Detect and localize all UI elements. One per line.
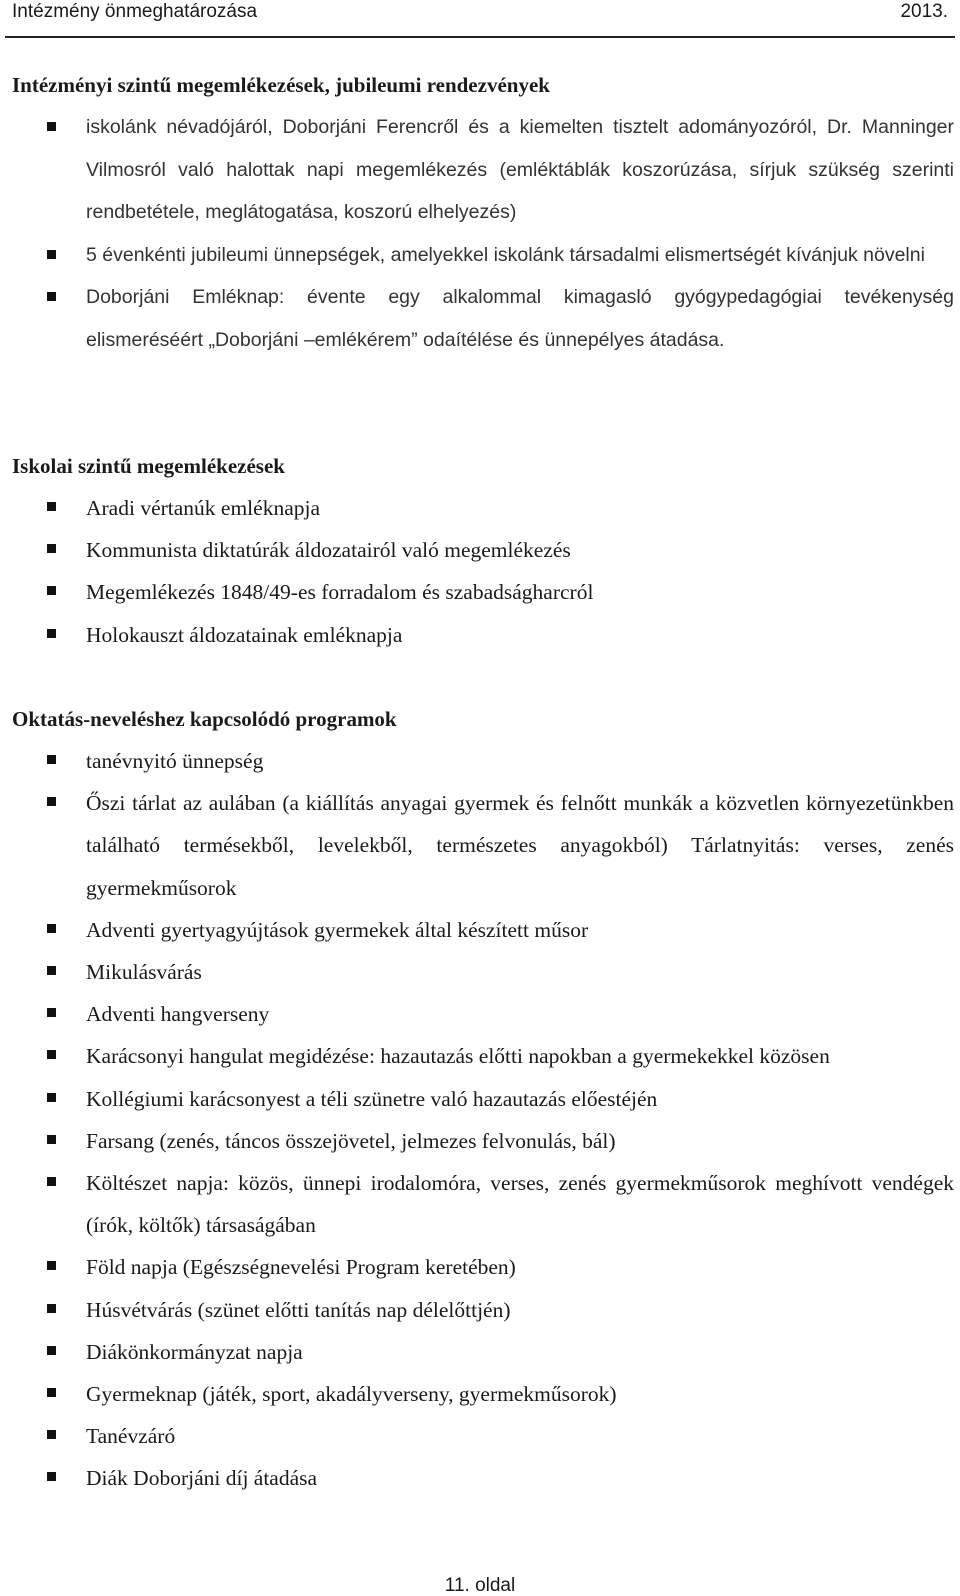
- bullet-icon: [47, 250, 56, 259]
- bullet-icon: [47, 1177, 56, 1186]
- list-item: [0, 1078, 954, 1120]
- list-programs: [0, 740, 954, 1500]
- list-item: [0, 1035, 954, 1077]
- list-item: [0, 276, 954, 361]
- bullet-icon: [47, 1261, 56, 1270]
- bullet-icon: [47, 629, 56, 638]
- section-title-school: Iskolai szintű megemlékezések: [12, 454, 285, 478]
- bullet-icon: [47, 586, 56, 595]
- list-item: [0, 529, 954, 571]
- list-item-text: Holokauszt áldozatainak emléknapja: [86, 622, 403, 647]
- page-header: [12, 0, 948, 34]
- page-number: 11. oldal: [444, 1575, 516, 1596]
- list-item: [0, 1120, 954, 1162]
- list-item: [0, 782, 954, 909]
- list-item: [0, 1415, 954, 1457]
- bullet-icon: [47, 1093, 56, 1102]
- list-item: [0, 234, 954, 277]
- bullet-icon: [47, 1050, 56, 1059]
- list-item: [0, 614, 954, 656]
- list-item-text: Megemlékezés 1848/49-es forradalom és szabadságharcról: [86, 580, 594, 605]
- list-item: [0, 1457, 954, 1499]
- header-divider: [5, 36, 955, 38]
- list-item: [0, 951, 954, 993]
- list-item-text: Mikulásvárás: [86, 960, 202, 985]
- bullet-icon: [47, 797, 56, 806]
- bullet-icon: [47, 1430, 56, 1439]
- bullet-icon: [47, 966, 56, 975]
- list-item-text: Tanévzáró: [86, 1424, 176, 1449]
- list-institutional: [0, 106, 954, 361]
- section-title-programs: Oktatás-neveléshez kapcsolódó programok: [12, 707, 397, 731]
- bullet-icon: [47, 122, 56, 131]
- bullet-icon: [47, 502, 56, 511]
- list-item-text: Kommunista diktatúrák áldozatairól való megemlékezés: [86, 538, 571, 563]
- bullet-icon: [47, 1388, 56, 1397]
- list-item-text: Diákönkormányzat napja: [86, 1339, 303, 1364]
- list-item: [0, 740, 954, 782]
- bullet-icon: [47, 544, 56, 553]
- list-item: [0, 993, 954, 1035]
- list-item-text: Költészet napja: közös, ünnepi irodalomóra, verses, zenés gyermekműsorok meghívott vendégek (írók, költők) társaságában: [86, 1171, 954, 1238]
- list-item-text: Gyermeknap (játék, sport, akadályverseny, gyermekműsorok): [86, 1382, 617, 1407]
- bullet-icon: [47, 1304, 56, 1313]
- list-item-text: Húsvétvárás (szünet előtti tanítás nap délelőttjén): [86, 1297, 511, 1322]
- list-item-text: Farsang (zenés, táncos összejövetel, jelmezes felvonulás, bál): [86, 1128, 616, 1153]
- list-item: [0, 1289, 954, 1331]
- list-item-text: tanévnyitó ünnepség: [86, 749, 264, 773]
- bullet-icon: [47, 924, 56, 933]
- bullet-icon: [47, 1135, 56, 1144]
- bullet-icon: [47, 1346, 56, 1355]
- list-item-text: Adventi gyertyagyújtások gyermekek által készített műsor: [86, 917, 589, 942]
- list-item-text: Föld napja (Egészségnevelési Program keretében): [86, 1255, 516, 1280]
- list-item-text: Őszi tárlat az aulában (a kiállítás anyagai gyermek és felnőtt munkák a közvetlen környezetünkben található termésekből, levelekből, természetes anyagokból) Tárlatnyitás: verses, zenés gyermekműsorok: [86, 791, 954, 900]
- list-item-text: Diák Doborjáni díj átadása: [86, 1466, 318, 1491]
- list-item-text: iskolánk névadójáról, Doborjáni Ferencről és a kiemelten tisztelt adományozóról, Dr. Manninger Vilmosról való halottak napi megemlékezés (emléktáblák koszorúzása, sírjuk szükség szerinti rendbetétele, meglátogatása, koszorú elhelyezés): [86, 116, 954, 223]
- bullet-icon: [47, 1008, 56, 1017]
- list-item-text: 5 évenkénti jubileumi ünnepségek, amelyekkel iskolánk társadalmi elismertségét kívánjuk növelni: [86, 243, 925, 266]
- list-item: [0, 106, 954, 234]
- list-item: [0, 1246, 954, 1288]
- list-item-text: Karácsonyi hangulat megidézése: hazautazás előtti napokban a gyermekekkel közösen: [86, 1044, 830, 1069]
- list-item-text: Kollégiumi karácsonyest a téli szünetre való hazautazás előestéjén: [86, 1086, 658, 1111]
- list-item-text: Doborjáni Emléknap: évente egy alkalommal kimagasló gyógypedagógiai tevékenység elismeréséért „Doborjáni –emlékérem” odaítélése és ünnepélyes átadása.: [86, 286, 954, 351]
- bullet-icon: [47, 292, 56, 301]
- bullet-icon: [47, 755, 56, 764]
- header-year: 2013.: [900, 1, 948, 22]
- list-item: [0, 1331, 954, 1373]
- list-item: [0, 487, 954, 529]
- list-item: [0, 909, 954, 951]
- bullet-icon: [47, 1472, 56, 1481]
- list-school: [0, 487, 954, 656]
- list-item: [0, 1162, 954, 1246]
- header-title: Intézmény önmeghatározása: [12, 1, 258, 22]
- section-title-institutional: Intézményi szintű megemlékezések, jubileumi rendezvények: [12, 73, 550, 97]
- list-item: [0, 571, 954, 613]
- list-item-text: Adventi hangverseny: [86, 1002, 270, 1027]
- list-item: [0, 1373, 954, 1415]
- list-item-text: Aradi vértanúk emléknapja: [86, 496, 321, 520]
